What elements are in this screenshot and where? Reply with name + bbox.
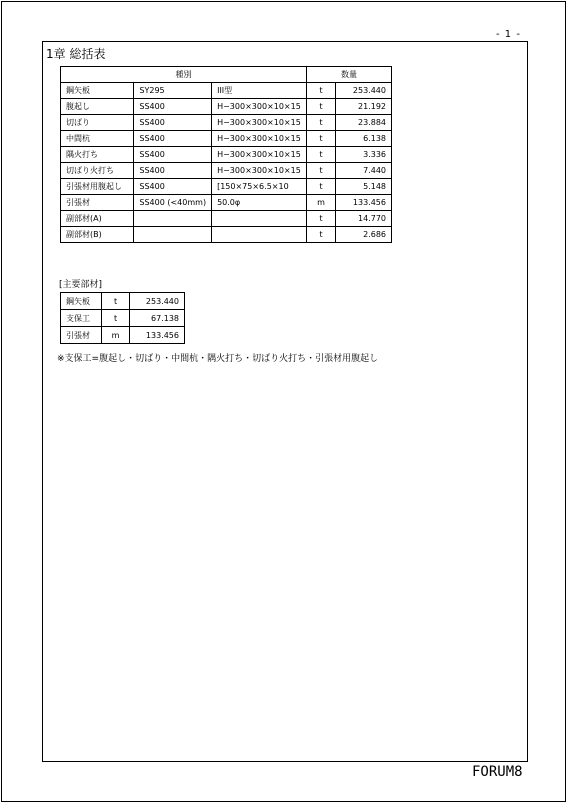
row-value: 253.440 <box>130 293 185 310</box>
row-value: 133.456 <box>130 327 185 344</box>
row-spec: H−300×300×10×15 <box>212 99 307 115</box>
row-name: 中間杭 <box>61 131 134 147</box>
table-row <box>61 147 392 163</box>
row-value: 3.336 <box>336 147 392 163</box>
row-material: SS400 <box>134 147 212 163</box>
row-name: 鋼矢板 <box>61 83 134 99</box>
table-row <box>61 327 185 344</box>
row-material: SS400 (<40mm) <box>134 195 212 211</box>
row-unit: t <box>101 293 130 310</box>
row-name: 隅火打ち <box>61 147 134 163</box>
table-row <box>61 293 185 310</box>
row-value: 253.440 <box>336 83 392 99</box>
row-spec: III型 <box>212 83 307 99</box>
table-row <box>61 99 392 115</box>
row-name: 支保工 <box>61 310 102 327</box>
row-material: SY295 <box>134 83 212 99</box>
row-name: 引張材 <box>61 327 102 344</box>
row-unit: t <box>307 131 336 147</box>
row-unit: t <box>307 99 336 115</box>
chapter-title: 1章 総括表 <box>46 47 106 61</box>
summary-header-row <box>61 67 392 83</box>
row-unit: t <box>307 211 336 227</box>
row-unit: t <box>307 163 336 179</box>
summary-table <box>60 66 392 243</box>
row-material: SS400 <box>134 163 212 179</box>
table-row <box>61 115 392 131</box>
table-row <box>61 163 392 179</box>
row-name: 引張材用腹起し <box>61 179 134 195</box>
row-spec: H−300×300×10×15 <box>212 147 307 163</box>
main-materials-table <box>60 292 185 344</box>
row-material: SS400 <box>134 99 212 115</box>
row-value: 6.138 <box>336 131 392 147</box>
row-value: 23.884 <box>336 115 392 131</box>
row-unit: t <box>307 227 336 243</box>
footnote: ※支保工=腹起し・切ばり・中間杭・隅火打ち・切ばり火打ち・引張材用腹起し <box>57 354 379 364</box>
table-row <box>61 83 392 99</box>
row-unit: m <box>101 327 130 344</box>
header-quantity: 数量 <box>307 67 392 83</box>
row-material: SS400 <box>134 179 212 195</box>
header-category: 種別 <box>61 67 307 83</box>
main-materials-label: [主要部材] <box>59 280 103 290</box>
row-material <box>134 227 212 243</box>
row-value: 21.192 <box>336 99 392 115</box>
row-unit: t <box>101 310 130 327</box>
row-value: 133.456 <box>336 195 392 211</box>
page-number: - 1 - <box>496 29 521 40</box>
row-spec: H−300×300×10×15 <box>212 131 307 147</box>
table-row <box>61 211 392 227</box>
table-row <box>61 310 185 327</box>
row-name: 副部材(B) <box>61 227 134 243</box>
row-unit: t <box>307 147 336 163</box>
row-name: 切ばり火打ち <box>61 163 134 179</box>
row-material: SS400 <box>134 131 212 147</box>
row-name: 切ばり <box>61 115 134 131</box>
row-spec: H−300×300×10×15 <box>212 115 307 131</box>
row-name: 鋼矢板 <box>61 293 102 310</box>
row-spec <box>212 211 307 227</box>
row-name: 腹起し <box>61 99 134 115</box>
row-spec: [150×75×6.5×10 <box>212 179 307 195</box>
row-material <box>134 211 212 227</box>
row-unit: t <box>307 83 336 99</box>
row-value: 2.686 <box>336 227 392 243</box>
row-unit: m <box>307 195 336 211</box>
row-value: 14.770 <box>336 211 392 227</box>
table-row <box>61 131 392 147</box>
row-name: 副部材(A) <box>61 211 134 227</box>
footer-logo: FORUM8 <box>472 764 523 780</box>
row-unit: t <box>307 115 336 131</box>
row-name: 引張材 <box>61 195 134 211</box>
row-spec: H−300×300×10×15 <box>212 163 307 179</box>
row-material: SS400 <box>134 115 212 131</box>
row-value: 67.138 <box>130 310 185 327</box>
table-row <box>61 227 392 243</box>
row-value: 5.148 <box>336 179 392 195</box>
table-row <box>61 179 392 195</box>
row-unit: t <box>307 179 336 195</box>
row-spec: 50.0φ <box>212 195 307 211</box>
row-spec <box>212 227 307 243</box>
row-value: 7.440 <box>336 163 392 179</box>
table-row <box>61 195 392 211</box>
